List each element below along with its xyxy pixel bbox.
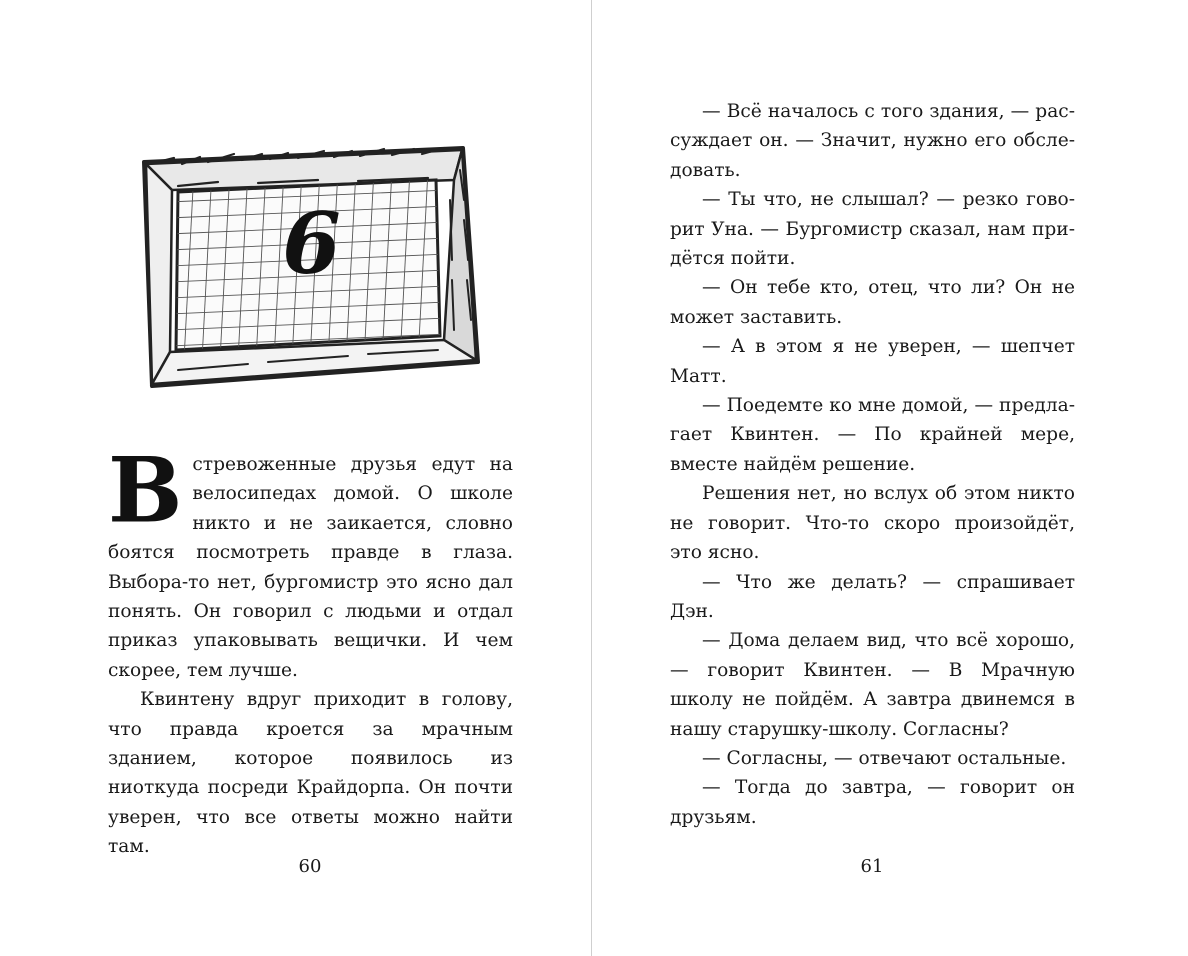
paragraph: — Согласны, — отвечают остальные. xyxy=(702,747,1067,769)
left-page xyxy=(0,0,591,956)
paragraph: — А в этом я не уверен, — шепчет Матт. xyxy=(670,336,1075,387)
paragraph: — Тогда до завтра, — говорит он друзьям. xyxy=(670,777,1075,828)
page-number: 60 xyxy=(298,856,322,877)
paragraph: — Он тебе кто, отец, что ли? Он не может заставить. xyxy=(670,277,1075,328)
right-page-text xyxy=(670,97,1075,832)
paragraph: — Поедемте ко мне домой, — предлагает Квинтен. — По крайней мере, вместе найдём решение. xyxy=(670,395,1075,475)
page-number: 61 xyxy=(860,856,884,877)
paragraph: — Ты что, не слышал? — резко говорит Уна. — Бургомистр сказал, нам придётся пойти. xyxy=(670,189,1075,270)
paragraph: — Что же делать? — спрашивает Дэн. xyxy=(670,571,1075,622)
chapter-number: 6 xyxy=(282,194,339,293)
left-page-text xyxy=(108,436,513,862)
paragraph: — Дома делаем вид, что всё хорошо, — говорит Квинтен. — В Мрачную школу не пойдём. А завтра двинемся в нашу старушку-школу. Согласны? xyxy=(670,630,1075,740)
drop-cap: В xyxy=(108,436,183,544)
opening-paragraph xyxy=(108,436,513,685)
paragraph: — Всё началось с того здания, — рассуждает он. — Значит, нужно его обследовать. xyxy=(670,101,1075,181)
paragraph-text: стревоженные друзья едут на велосипедах домой. О школе никто и не заикается, словно боятся посмотреть правде в глаза. Выбора-то нет, бургомистр это ясно дал понять. Он говорил с людьми и отдал приказ упаковывать вещички. И чем скорее, тем лучше. xyxy=(108,454,513,681)
right-page xyxy=(592,0,1188,956)
paragraph: Решения нет, но вслух об этом никто не говорит. Что-то скоро произойдёт, это ясно. xyxy=(670,483,1075,564)
chapter-frame-illustration xyxy=(138,140,483,390)
paragraph: Квинтену вдруг приходит в голову, что правда кроется за мрачным зданием, которое появилось из ниоткуда посреди Крайдорпа. Он почти уверен, что все ответы можно найти там. xyxy=(108,689,513,858)
